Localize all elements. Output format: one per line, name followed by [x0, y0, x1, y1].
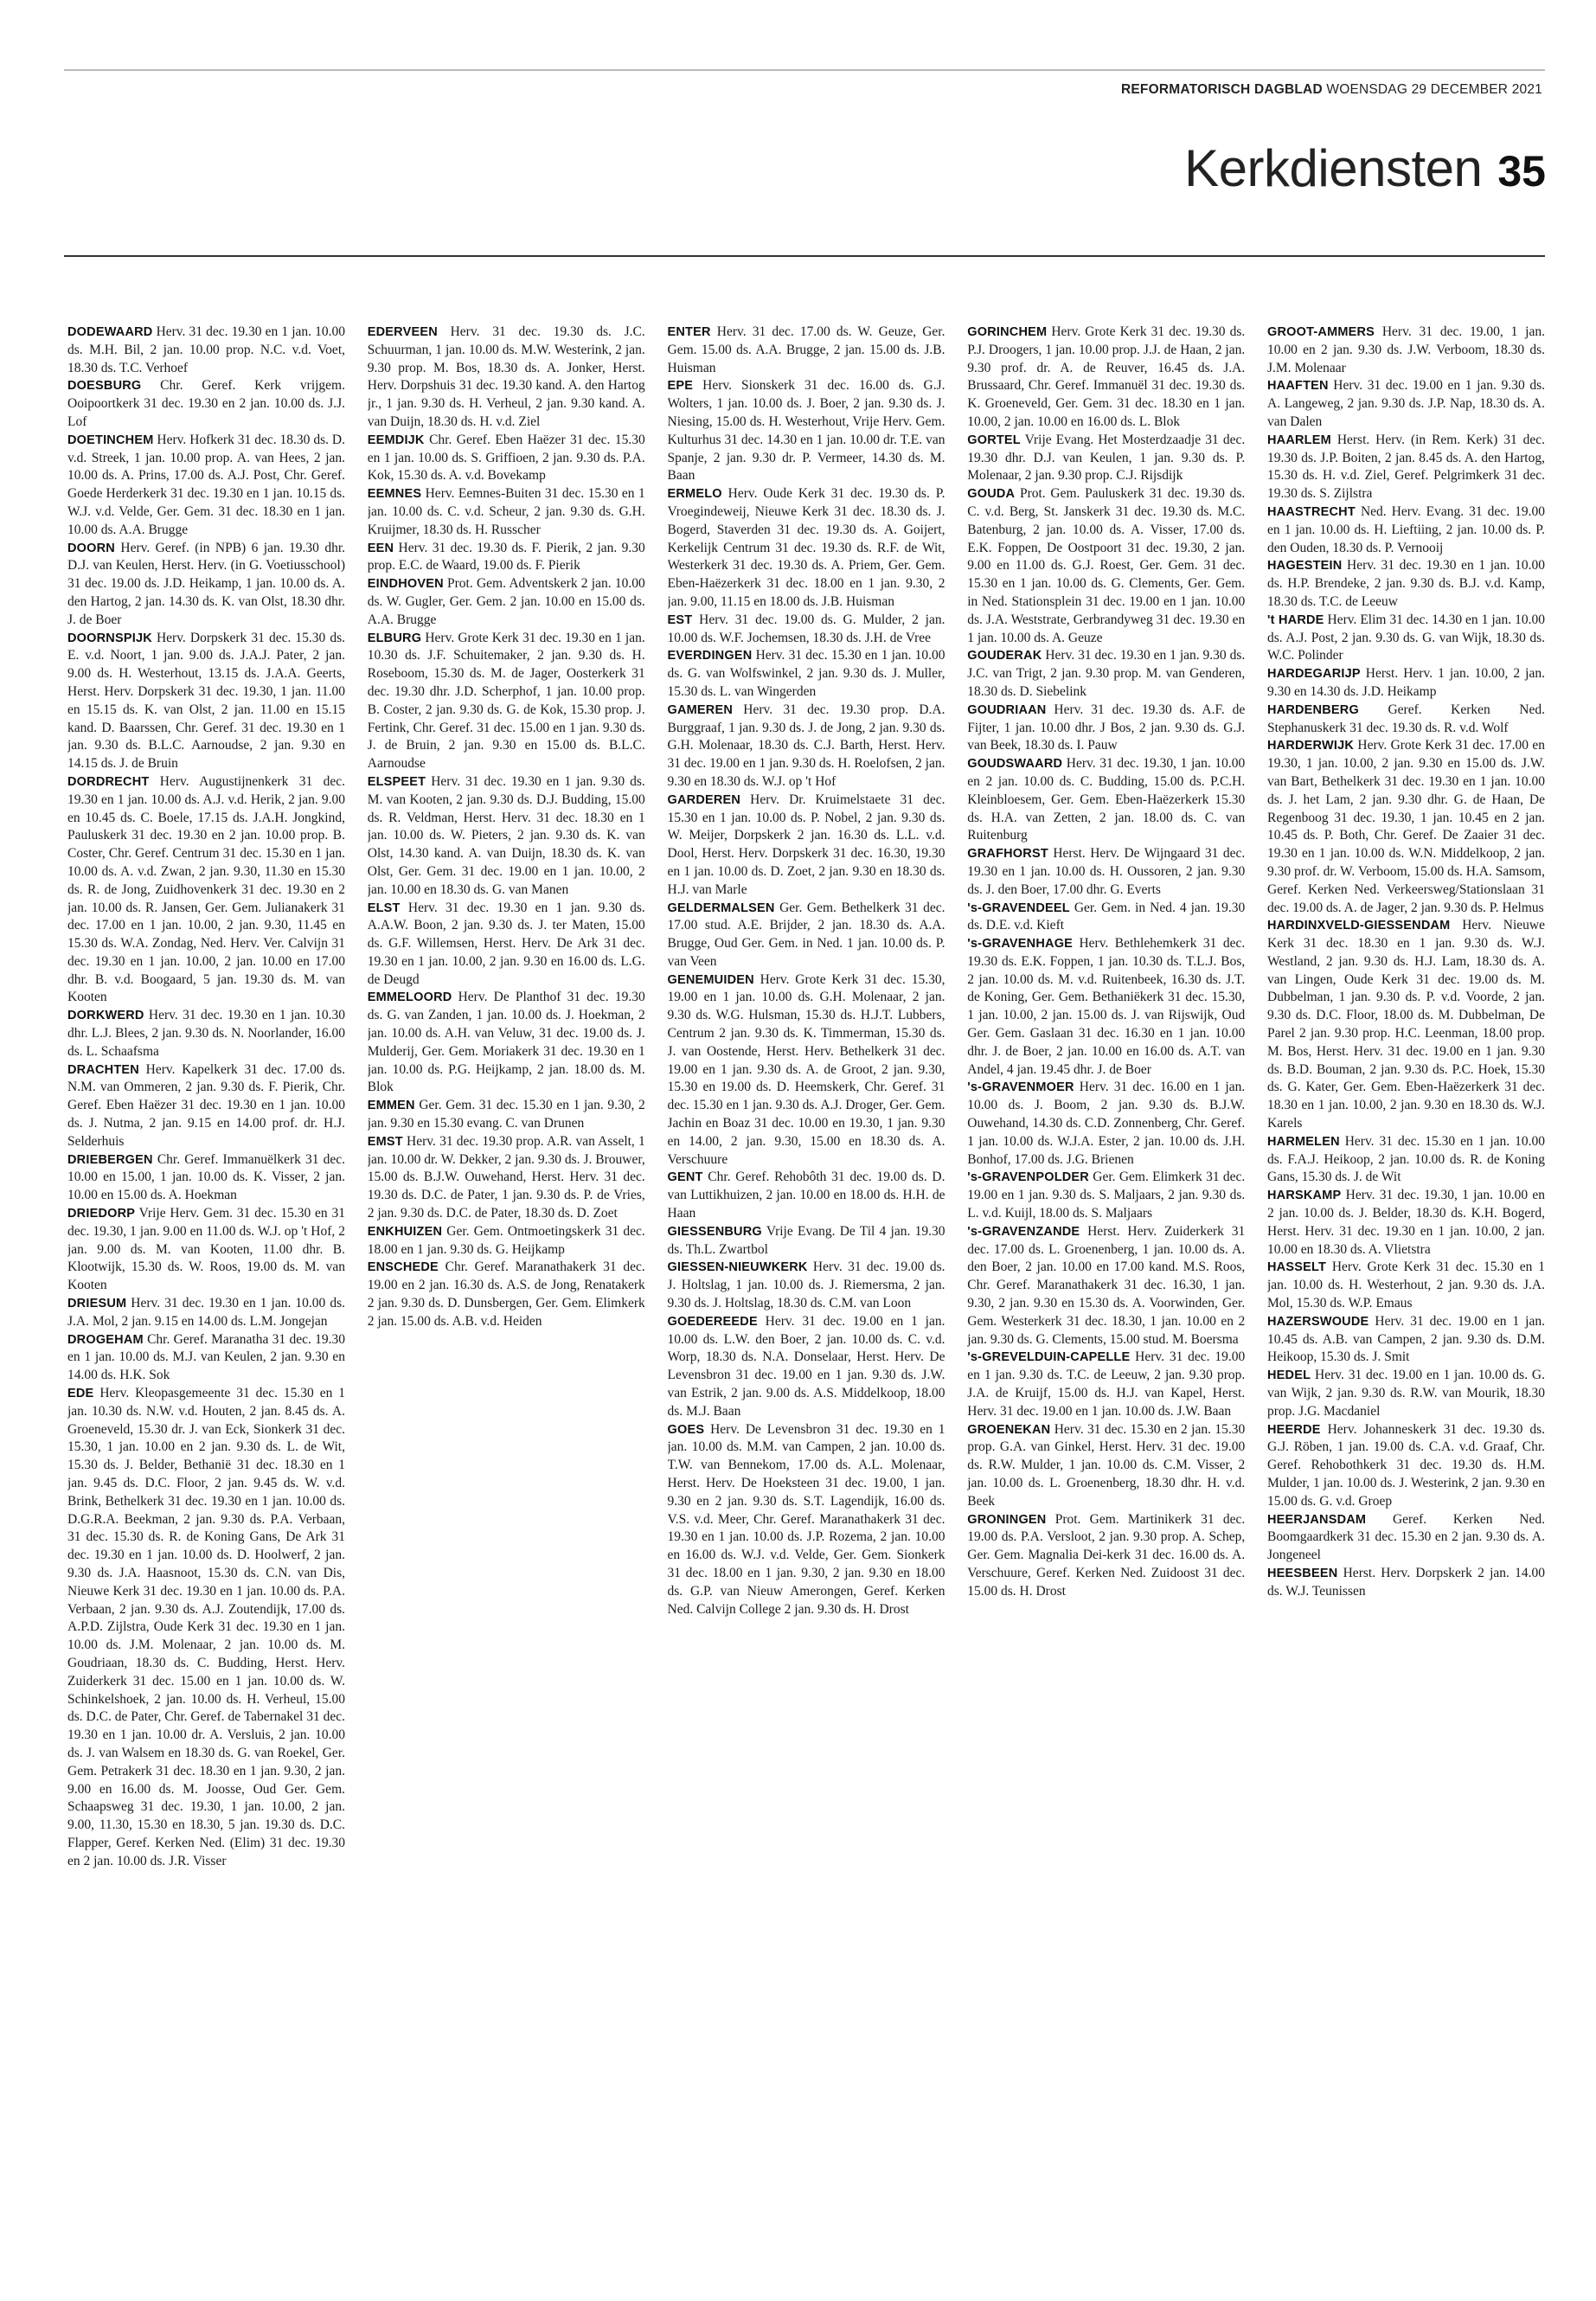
- service-entry: [67, 1295, 345, 1331]
- service-details: Ger. Gem. Elimkerk 31 dec. 19.00 en 1 jan. 9.30 ds. S. Maljaars, 2 jan. 9.30 ds. L. v.d. Kuijl, 18.00 ds. S. Maljaars: [967, 1170, 1246, 1221]
- place-name: ELSPEET: [367, 774, 426, 789]
- service-entry: [967, 324, 1245, 432]
- listing-columns: [67, 324, 1545, 2261]
- listing-column: [1267, 324, 1545, 2261]
- place-name: GORTEL: [967, 433, 1021, 447]
- place-name: EDE: [67, 1387, 94, 1401]
- service-entry: [368, 485, 645, 539]
- place-name: ERMELO: [667, 487, 722, 502]
- service-entry: [668, 1421, 945, 1619]
- place-name: HEESBEEN: [1267, 1566, 1338, 1580]
- service-entry: [967, 1349, 1245, 1420]
- service-details: Herv. Bethlehemkerk 31 dec. 19.30 ds. E.K. Foppen, 1 jan. 10.30 ds. T.L.J. Bos, 2 jan. 10.00 ds. M. v.d. Ruitenbeek, 16.30 ds. J.T. de Koning, Ger. Gem. Bethaniëkerk 31 dec. 15.30, 1 jan. 10.00, 2 jan. 15.00 ds. J. van Rijswijk, Oud Ger. Gem. Gaslaan 31 dec. 16.30 en 1 jan. 10.00 dhr. J. de Boer, 2 jan. 10.00 en 16.00 ds. A.T. van Andel, 4 jan. 19.45 dhr. J. de Boer: [967, 936, 1246, 1077]
- place-name: GELDERMALSEN: [667, 901, 775, 915]
- place-name: GOEDEREEDE: [667, 1314, 758, 1329]
- service-entry: [668, 485, 945, 612]
- place-name: 's-GRAVENHAGE: [967, 937, 1074, 952]
- service-details: Herv. 31 dec. 15.30 en 1 jan. 10.00 ds. F.A.J. Heikoop, 2 jan. 10.00 ds. R. de Koning Gans, 15.30 ds. J. de Wit: [1267, 1133, 1545, 1185]
- service-details: Prot. Gem. Adventskerk 2 jan. 10.00 ds. W. Gugler, Ger. Gem. 2 jan. 10.00 en 15.00 ds. A.A. Brugge: [367, 576, 645, 627]
- service-details: Herv. De Planthof 31 dec. 19.30 ds. G. van Zanden, 1 jan. 10.00 ds. J. Hoekman, 2 jan. 10.00 ds. A.H. van Veluw, 31 dec. 19.00 ds. J. Mulderij, Ger. Gem. Moriakerk 31 dec. 19.30 en 1 jan. 10.00 ds. P.G. Heijkamp, 2 jan. 18.00 ds. M. Blok: [367, 990, 645, 1095]
- service-details: Herv. 31 dec. 16.00 en 1 jan. 10.00 ds. J. Boom, 2 jan. 9.30 ds. B.J.W. Ouwehand, 14.30 ds. C.D. Zonnenberg, Chr. Geref. 1 jan. 10.00 ds. W.J.A. Ester, 2 jan. 10.00 ds. J.H. Bonhof, 17.00 ds. J.G. Brienen: [967, 1080, 1246, 1167]
- service-entry: [1267, 557, 1545, 611]
- service-entry: [368, 1097, 645, 1133]
- service-entry: [967, 935, 1245, 1079]
- service-entry: [67, 324, 345, 377]
- service-entry: [967, 1079, 1245, 1169]
- service-entry: [1267, 1511, 1545, 1565]
- service-details: Herv. 31 dec. 19.30 prop. D.A. Burggraaf, 1 jan. 9.30 ds. J. de Jong, 2 jan. 9.30 ds. G.H. Molenaar, 18.30 ds. C.J. Barth, Herst. Herv. 31 dec. 19.00 en 1 jan. 9.30 ds. H. Roelofsen, 2 jan. 9.30 en 18.30 ds. W.J. op 't Hof: [667, 702, 945, 789]
- place-name: HEDEL: [1267, 1368, 1311, 1383]
- service-details: Herst. Herv. De Wijngaard 31 dec. 19.30 en 1 jan. 10.00 ds. H. Oussoren, 2 jan. 9.30 ds. J. den Boer, 17.00 dhr. G. Everts: [967, 846, 1246, 897]
- service-entry: [368, 575, 645, 629]
- service-entry: [1267, 1367, 1545, 1420]
- service-entry: [1267, 1313, 1545, 1367]
- place-name: DOETINCHEM: [67, 433, 154, 447]
- service-details: Herst. Herv. 1 jan. 10.00, 2 jan. 9.30 en 14.30 ds. J.D. Heikamp: [1267, 666, 1545, 699]
- place-name: GOES: [667, 1422, 705, 1437]
- service-details: Herv. 31 dec. 19.00 en 1 jan. 10.45 ds. A.B. van Campen, 2 jan. 9.30 ds. D.M. Heikoop, 15.30 ds. J. Smit: [1267, 1313, 1545, 1365]
- place-name: 't HARDE: [1267, 612, 1324, 627]
- service-details: Herv. 31 dec. 19.00 en 1 jan. 9.30 ds. A. Langeweg, 2 jan. 9.30 ds. J.P. Nap, 18.30 ds. A. van Dalen: [1267, 378, 1545, 429]
- service-entry: [668, 324, 945, 377]
- service-details: Geref. Kerken Ned. Stephanuskerk 31 dec. 19.30 ds. R. v.d. Wolf: [1267, 702, 1545, 735]
- service-details: Herv. 31 dec. 19.30 en 1 jan. 9.30 ds. J.C. van Trigt, 2 jan. 9.30 prop. M. van Genderen, 18.30 ds. D. Siebelink: [967, 648, 1246, 699]
- service-details: Chr. Geref. Rehobôth 31 dec. 19.00 ds. D. van Luttikhuizen, 2 jan. 10.00 en 18.00 ds. H.H. de Haan: [667, 1170, 945, 1221]
- place-name: GROOT-AMMERS: [1267, 325, 1375, 339]
- place-name: GIESSEN-NIEUWKERK: [667, 1260, 808, 1275]
- service-details: Ger. Gem. in Ned. 4 jan. 19.30 ds. D.E. v.d. Kieft: [967, 900, 1246, 933]
- place-name: GOUDA: [967, 487, 1016, 502]
- service-entry: [1267, 1565, 1545, 1601]
- service-entry: [368, 324, 645, 432]
- service-entry: [67, 1007, 345, 1061]
- place-name: HARDINXVELD-GIESSENDAM: [1267, 919, 1451, 933]
- service-entry: [1267, 503, 1545, 557]
- service-details: Herv. Sionskerk 31 dec. 16.00 ds. G.J. Wolters, 1 jan. 10.00 ds. J. Boer, 2 jan. 9.30 ds. J. Niesing, 15.00 ds. H. Westerhout, Vrije Herv. Gem. Kulturhus 31 dec. 14.30 en 1 jan. 10.00 dr. T.E. van Spanje, 2 jan. 9.30 dr. P. Vermeer, 14.30 ds. M. Baan: [667, 378, 945, 484]
- service-entry: [1267, 612, 1545, 665]
- service-entry: [368, 900, 645, 990]
- place-name: HEERDE: [1267, 1422, 1321, 1437]
- place-name: ENKHUIZEN: [367, 1224, 443, 1239]
- service-entry: [668, 377, 945, 485]
- service-entry: [1267, 1259, 1545, 1312]
- paper-name: REFORMATORISCH DAGBLAD: [1120, 82, 1323, 97]
- place-name: HARMELEN: [1267, 1134, 1340, 1149]
- place-name: EST: [667, 612, 693, 627]
- listing-column: [668, 324, 945, 2261]
- service-details: Herv. 31 dec. 19.30 en 1 jan. 10.00 ds. M.H. Bil, 2 jan. 10.00 prop. N.C. v.d. Voet, 18.30 ds. T.C. Verhoef: [67, 324, 345, 375]
- service-details: Herv. Grote Kerk 31 dec. 19.30 ds. P.J. Droogers, 1 jan. 10.00 prop. J.J. de Haan, 2 jan. 9.30 prof. dr. A. de Reuver, 16.45 ds. J.A. Brussaard, Chr. Geref. Immanuël 31 dec. 19.30 ds. K. Groeneveld, Ger. Gem. 31 dec. 18.30 en 1 jan. 10.00, 2 jan. 10.00 en 16.00 ds. L. Blok: [967, 324, 1246, 429]
- service-details: Herv. 31 dec. 19.00 en 1 jan. 10.00 ds. L.W. den Boer, 2 jan. 10.00 ds. C. v.d. Worp, 18.30 ds. N.A. Donselaar, Herst. Herv. De Levensbron 31 dec. 19.00 en 1 jan. 9.30 ds. J.W. van Estrik, 2 jan. 9.00 ds. A.S. Middelkoop, 18.00 ds. M.J. Baan: [667, 1313, 945, 1419]
- listing-column: [967, 324, 1245, 2261]
- place-name: GENT: [667, 1170, 703, 1185]
- place-name: GRONINGEN: [967, 1512, 1047, 1527]
- place-name: DOORNSPIJK: [67, 631, 152, 645]
- place-name: DRIEDORP: [67, 1207, 136, 1221]
- heading-rule: [64, 255, 1545, 257]
- place-name: EMMEN: [367, 1099, 415, 1113]
- service-entry: [67, 432, 345, 540]
- place-name: GRAFHORST: [967, 847, 1048, 862]
- service-details: Herv. Grote Kerk 31 dec. 15.30 en 1 jan. 10.00 ds. H. Westerhout, 2 jan. 9.30 ds. J.A. Mol, 15.30 ds. W.P. Emaus: [1267, 1259, 1545, 1311]
- service-details: Vrije Evang. De Til 4 jan. 19.30 ds. Th.L. Zwartbol: [667, 1223, 945, 1257]
- place-name: HARDENBERG: [1267, 702, 1359, 717]
- service-details: Herv. 31 dec. 19.00 en 1 jan. 10.00 ds. G. van Wijk, 2 jan. 9.30 ds. R.W. van Mourik, 18.30 prop. J.G. Macdaniel: [1267, 1368, 1545, 1419]
- service-entry: [967, 432, 1245, 485]
- service-entry: [967, 647, 1245, 701]
- service-details: Herv. 31 dec. 19.30 en 1 jan. 10.00 ds. J.A. Mol, 2 jan. 9.15 en 14.00 ds. L.M. Jongejan: [67, 1296, 345, 1329]
- service-details: Herv. 31 dec. 19.00 ds. J. Holtslag, 1 jan. 10.00 ds. J. Riemersma, 2 jan. 9.30 ds. J. Holtslag, 18.30 ds. C.M. van Loon: [667, 1259, 945, 1311]
- service-entry: [368, 773, 645, 900]
- service-entry: [67, 1331, 345, 1385]
- service-entry: [967, 1421, 1245, 1511]
- service-entry: [1267, 1421, 1545, 1511]
- service-entry: [967, 1223, 1245, 1349]
- place-name: EMMELOORD: [367, 990, 452, 1005]
- service-details: Prot. Gem. Martinikerk 31 dec. 19.00 ds. P.A. Versloot, 2 jan. 9.30 prop. A. Schep, Ger. Gem. Magnalia Dei-kerk 31 dec. 16.00 ds. A. Verschuure, Geref. Kerken Ned. Zuidoost 31 dec. 15.00 ds. H. Drost: [967, 1511, 1246, 1599]
- service-details: Herv. 31 dec. 19.30 en 1 jan. 10.30 dhr. L.J. Blees, 2 jan. 9.30 ds. N. Noorlander, 16.00 ds. L. Schaafsma: [67, 1008, 345, 1059]
- page-number: 35: [1497, 147, 1546, 195]
- service-details: Herv. Nieuwe Kerk 31 dec. 18.30 en 1 jan. 9.30 ds. W.J. Westland, 2 jan. 9.30 ds. H.J. Lam, 18.30 ds. A. van Lingen, Oude Kerk 31 dec. 19.00 ds. M. Dubbelman, 1 jan. 9.30 ds. P. v.d. Voorde, 2 jan. 9.30 ds. D.C. Floor, 18.00 ds. M. Dubbelman, De Parel 2 jan. 9.30 prop. H.C. Leenman, 18.00 prop. M. Bos, Herst. Herv. 31 dec. 19.00 en 1 jan. 9.30 ds. B.D. Bouman, 2 jan. 9.30 ds. P.C. Hoek, 15.30 ds. G. Kater, Ger. Gem. Eben-Haëzerkerk 31 dec. 18.30 en 1 jan. 10.00, 2 jan. 9.30 en 18.30 ds. W.J. Karels: [1267, 918, 1545, 1131]
- service-details: Herv. 31 dec. 19.30, 1 jan. 10.00 en 2 jan. 10.00 ds. C. Budding, 15.00 ds. P.C.H. Kleinbloesem, Ger. Gem. Eben-Haëzerkerk 15.30 ds. H.A. van Zetten, 2 jan. 18.00 ds. C. van Ruitenburg: [967, 756, 1246, 843]
- service-entry: [368, 432, 645, 485]
- service-details: Chr. Geref. Maranatha 31 dec. 19.30 en 1 jan. 10.00 ds. M.J. van Keulen, 2 jan. 9.30 en 14.00 ds. H.K. Sok: [67, 1331, 345, 1383]
- service-details: Herv. 31 dec. 19.00 ds. G. Mulder, 2 jan. 10.00 ds. W.F. Jochemsen, 18.30 ds. J.H. de Vree: [667, 612, 945, 645]
- service-details: Herv. Kapelkerk 31 dec. 17.00 ds. N.M. van Ommeren, 2 jan. 9.30 ds. F. Pierik, Chr. Geref. Eben Haëzer 31 dec. 19.30 en 1 jan. 10.00 ds. J. Nutma, 2 jan. 9.15 en 14.00 prof. dr. H.J. Selderhuis: [67, 1061, 345, 1149]
- place-name: GOUDERAK: [967, 649, 1042, 663]
- service-details: Vrije Herv. Gem. 31 dec. 15.30 en 31 dec. 19.30, 1 jan. 9.00 en 11.00 ds. W.J. op 't Hof, 2 jan. 9.00 ds. M. van Kooten, 11.00 dhr. B. Klootwijk, 15.30 ds. W. Roos, 19.00 ds. M. van Kooten: [67, 1206, 345, 1293]
- place-name: ENSCHEDE: [367, 1260, 439, 1275]
- service-entry: [668, 1259, 945, 1312]
- service-details: Herv. Oude Kerk 31 dec. 19.30 ds. P. Vroegindeweij, Nieuwe Kerk 31 dec. 18.30 ds. J. Bogerd, Staverden 31 dec. 19.30 ds. A. Goijert, Kerkelijk Centrum 31 dec. 19.30 ds. R.F. de Wit, Westerkerk 31 dec. 19.30 ds. A. Priem, Ger. Gem. Eben-Haëzerkerk 31 dec. 18.00 en 1 jan. 9.30, 2 jan. 9.00, 11.15 en 18.00 ds. J.B. Huisman: [667, 486, 945, 609]
- service-entry: [967, 1511, 1245, 1601]
- service-details: Herv. Elim 31 dec. 14.30 en 1 jan. 10.00 ds. A.J. Post, 2 jan. 9.30 ds. G. van Wijk, 18.30 ds. W.C. Polinder: [1267, 612, 1545, 663]
- service-details: Herv. Hofkerk 31 dec. 18.30 ds. D. v.d. Streek, 1 jan. 10.00 prop. A. van Hees, 2 jan. 10.00 ds. A. Prins, 17.00 ds. A.J. Post, Chr. Geref. Goede Herderkerk 31 dec. 19.30 en 1 jan. 10.15 ds. W.J. v.d. Velde, Ger. Gem. 31 dec. 18.30 en 1 jan. 10.00 ds. A.A. Brugge: [67, 432, 345, 537]
- service-entry: [368, 540, 645, 576]
- service-details: Herv. 31 dec. 19.30 en 1 jan. 9.30 ds. A.A.W. Boon, 2 jan. 9.30 ds. J. ter Maten, 15.00 ds. G.F. Willemsen, Herst. Herv. De Ark 31 dec. 19.30 en 1 jan. 10.00, 2 jan. 9.30 en 16.00 ds. L.G. de Deugd: [367, 900, 645, 987]
- service-details: Herst. Herv. Zuiderkerk 31 dec. 17.00 ds. L. Groenenberg, 1 jan. 10.00 ds. A. den Boer, 2 jan. 10.00 en 17.00 kand. M.S. Roos, Chr. Geref. Maranathakerk 31 dec. 16.30, 1 jan. 9.30, 2 jan. 9.30 en 15.30 ds. A. Voorwinden, Ger. Gem. Westerkerk 31 dec. 18.30, 1 jan. 10.00 en 2 jan. 9.30 ds. G. Clements, 15.00 stud. M. Boersma: [967, 1223, 1246, 1347]
- place-name: EVERDINGEN: [667, 649, 753, 663]
- service-entry: [1267, 432, 1545, 503]
- service-details: Ger. Gem. Bethelkerk 31 dec. 17.00 stud. A.E. Brijder, 2 jan. 18.30 ds. A.A. Brugge, Oud Ger. Gem. in Ned. 1 jan. 10.00 ds. P. van Veen: [667, 900, 945, 969]
- place-name: EMST: [367, 1134, 403, 1149]
- service-entry: [1267, 665, 1545, 702]
- service-entry: [368, 1133, 645, 1223]
- place-name: HASSELT: [1267, 1260, 1326, 1275]
- issue-date: WOENSDAG 29 DECEMBER 2021: [1326, 82, 1542, 97]
- service-details: Ned. Herv. Evang. 31 dec. 19.00 en 1 jan. 10.00 ds. H. Lieftiing, 2 jan. 10.00 ds. P. den Ouden, 18.30 ds. P. Vernooij: [1267, 503, 1545, 555]
- place-name: EEMDIJK: [367, 433, 425, 447]
- service-entry: [668, 612, 945, 648]
- service-details: Herv. 31 dec. 19.30 ds. A.F. de Fijter, 1 jan. 10.00 dhr. J Bos, 2 jan. 9.30 ds. G.J. van Beek, 18.30 ds. I. Pauw: [967, 702, 1246, 753]
- service-details: Herv. Eemnes-Buiten 31 dec. 15.30 en 1 jan. 10.00 ds. C. v.d. Scheur, 2 jan. 9.30 ds. G.H. Kruijmer, 18.30 ds. H. Russcher: [367, 486, 645, 537]
- service-details: Herv. 31 dec. 19.30 ds. F. Pierik, 2 jan. 9.30 prop. E.C. de Waard, 19.00 ds. F. Pierik: [367, 540, 645, 574]
- service-details: Herst. Herv. (in Rem. Kerk) 31 dec. 19.30 ds. J.P. Boiten, 2 jan. 8.45 ds. A. den Hartog, 15.30 ds. H. v.d. Ziel, Geref. Pelgrimkerk 31 dec. 19.30 ds. S. Zijlstra: [1267, 432, 1545, 502]
- place-name: GOUDSWAARD: [967, 757, 1063, 772]
- service-entry: [668, 1223, 945, 1259]
- service-entry: [67, 1385, 345, 1871]
- place-name: DORDRECHT: [67, 774, 150, 789]
- place-name: EDERVEEN: [367, 325, 438, 339]
- service-details: Chr. Geref. Maranathakerk 31 dec. 19.00 en 2 jan. 16.30 ds. A.S. de Jong, Renatakerk 2 jan. 9.30 ds. D. Dunsbergen, Ger. Gem. Elimkerk 2 jan. 15.00 ds. A.B. v.d. Heiden: [367, 1259, 645, 1329]
- service-entry: [967, 702, 1245, 755]
- service-details: Herv. 31 dec. 17.00 ds. W. Geuze, Ger. Gem. 15.00 ds. A.A. Brugge, 2 jan. 15.00 ds. J.B. Huisman: [667, 324, 945, 375]
- service-details: Herv. 31 dec. 19.30 prop. A.R. van Asselt, 1 jan. 10.00 dr. W. Dekker, 2 jan. 9.30 ds. J. Brouwer, 15.00 ds. B.J.W. Ouwehand, Herst. Herv. 31 dec. 19.30 ds. D.C. de Pater, 1 jan. 9.30 ds. P. de Vries, 2 jan. 9.30 ds. D.C. de Pater, 18.30 ds. D. Zoet: [367, 1133, 645, 1221]
- place-name: HEERJANSDAM: [1267, 1512, 1367, 1527]
- service-details: Herv. Dr. Kruimelstaete 31 dec. 15.30 en 1 jan. 10.00 ds. P. Nobel, 2 jan. 9.30 ds. W. Meijer, Dorpskerk 2 jan. 16.30 ds. L.L. v.d. Dool, Herst. Herv. Dorpskerk 31 dec. 16.30, 19.30 en 1 jan. 10.00 ds. D. Zoet, 2 jan. 9.30 en 18.30 ds. H.J. van Marle: [667, 792, 945, 897]
- service-details: Herv. Grote Kerk 31 dec. 19.30 en 1 jan. 10.30 ds. J.F. Schuitemaker, 2 jan. 9.30 ds. H. Roseboom, 15.30 ds. M. de Jager, Oosterkerk 31 dec. 19.30 dhr. J.D. Scherphof, 1 jan. 10.00 prop. B. Coster, 2 jan. 9.30 ds. G. de Kok, 15.30 prop. J. Fertink, Chr. Geref. 31 dec. 15.00 en 1 jan. 9.30 ds. J. de Bruin, 2 jan. 9.30 en 15.00 ds. B.L.C. Aarnoudse: [367, 630, 645, 772]
- service-details: Vrije Evang. Het Mosterdzaadje 31 dec. 19.30 dhr. D.J. van Keulen, 1 jan. 9.30 ds. P. Molenaar, 2 jan. 9.30 prop. C.J. Rijsdijk: [967, 432, 1246, 484]
- service-entry: [668, 1169, 945, 1222]
- dateline: [1121, 82, 1542, 98]
- listing-column: [67, 324, 345, 2261]
- listing-column: [368, 324, 645, 2261]
- service-entry: [67, 1151, 345, 1205]
- service-entry: [668, 1313, 945, 1421]
- service-entry: [368, 989, 645, 1097]
- place-name: HARDEGARIJP: [1267, 667, 1361, 682]
- service-entry: [368, 1223, 645, 1259]
- service-entry: [368, 630, 645, 773]
- place-name: DOORN: [67, 541, 115, 555]
- place-name: HAAFTEN: [1267, 379, 1329, 394]
- service-details: Herv. 31 dec. 19.30, 1 jan. 10.00 en 2 jan. 10.00 ds. J. Belder, 18.30 ds. K.H. Bogerd, Herst. Herv. 31 dec. 19.30 en 1 jan. 10.00, 2 jan. 10.00 en 18.30 ds. A. Vlietstra: [1267, 1188, 1545, 1257]
- place-name: DOESBURG: [67, 379, 142, 394]
- service-details: Herv. 31 dec. 15.30 en 2 jan. 15.30 prop. G.A. van Ginkel, Herst. Herv. 31 dec. 19.00 ds. R.W. Mulder, 1 jan. 10.00 ds. C.M. Visser, 2 jan. 10.00 ds. L. Groenenberg, 18.30 dhr. H. v.d. Beek: [967, 1421, 1246, 1509]
- service-details: Herv. Johanneskerk 31 dec. 19.30 ds. G.J. Röben, 1 jan. 19.00 ds. C.A. v.d. Graaf, Chr. Geref. Rehobothkerk 31 dec. 19.30 ds. H.M. Mulder, 1 jan. 10.00 ds. J. Westerink, 2 jan. 9.30 en 15.00 ds. G. v.d. Groep: [1267, 1421, 1545, 1509]
- service-entry: [1267, 377, 1545, 431]
- service-entry: [668, 792, 945, 900]
- place-name: EINDHOVEN: [367, 577, 444, 592]
- service-details: Chr. Geref. Kerk vrijgem. Ooipoortkerk 31 dec. 19.30 en 2 jan. 10.00 ds. J.J. Lof: [67, 378, 345, 429]
- place-name: GENEMUIDEN: [667, 972, 754, 987]
- place-name: 's-GRAVENZANDE: [967, 1224, 1080, 1239]
- place-name: DRIEBERGEN: [67, 1152, 153, 1167]
- place-name: DRIESUM: [67, 1297, 127, 1311]
- service-entry: [967, 485, 1245, 647]
- place-name: DORKWERD: [67, 1009, 144, 1023]
- service-entry: [967, 845, 1245, 899]
- place-name: 's-GRAVENDEEL: [967, 901, 1070, 915]
- service-details: Herv. Kleopasgemeente 31 dec. 15.30 en 1 jan. 10.30 ds. N.W. v.d. Houten, 2 jan. 8.45 ds. A. Groeneveld, 15.30 dr. J. van Eck, Sionkerk 31 dec. 15.30, 1 jan. 10.00 en 2 jan. 9.30 ds. L. de Wit, 15.30 ds. J. Belder, Bethanië 31 dec. 18.30 en 1 jan. 9.45 ds. D.C. Floor, 2 jan. 9.45 ds. W. v.d. Brink, Bethelkerk 31 dec. 19.30 en 1 jan. 10.00 ds. D.G.R.A. Beekman, 2 jan. 9.30 ds. P.A. Verbaan, 31 dec. 15.30 ds. R. de Koning Gans, De Ark 31 dec. 19.30 en 1 jan. 10.00 ds. D. Hoolwerf, 2 jan. 9.30 ds. J.A. Haasnoot, 15.30 ds. C.N. van Dis, Nieuwe Kerk 31 dec. 19.30 en 1 jan. 10.00 ds. P.A. Verbaan, 2 jan. 9.30 ds. A.J. Zoutendijk, 17.00 ds. A.P.D. Zijlstra, Oude Kerk 31 dec. 19.30 en 1 jan. 10.00 ds. J.M. Molenaar, 2 jan. 10.00 ds. M. Goudriaan, 18.30 ds. C. Budding, Herst. Herv. Zuiderkerk 31 dec. 15.00 en 1 jan. 10.00 ds. W. Schinkelshoek, 2 jan. 10.00 ds. H. Verheul, 15.00 ds. D.C. de Pater, Chr. Geref. de Tabernakel 31 dec. 19.30 en 1 jan. 10.00 dr. A. Versluis, 2 jan. 10.00 ds. J. van Walsem en 18.30 ds. G. van Roekel, Ger. Gem. Petrakerk 31 dec. 18.30 en 1 jan. 9.30, 2 jan. 9.00 en 16.00 ds. M. Joosse, Oud Ger. Gem. Schaapsweg 31 dec. 19.30, 1 jan. 10.00, 2 jan. 9.00, 11.30, 15.30 en 18.30, 5 jan. 19.30 ds. D.C. Flapper, Geref. Kerken Ned. (Elim) 31 dec. 19.30 en 2 jan. 10.00 ds. J.R. Visser: [67, 1386, 345, 1868]
- place-name: GOUDRIAAN: [967, 702, 1047, 717]
- service-entry: [67, 1205, 345, 1295]
- service-entry: [67, 540, 345, 630]
- service-entry: [668, 900, 945, 971]
- service-details: Herv. 31 dec. 19.00 en 1 jan. 9.30 ds. T.C. de Leeuw, 2 jan. 9.30 prop. J.A. de Kruijf, 15.00 ds. H.J. van Kapel, Herst. Herv. 31 dec. 19.00 en 1 jan. 10.00 ds. J.W. Baan: [967, 1349, 1246, 1419]
- service-entry: [967, 1169, 1245, 1222]
- service-details: Herv. Geref. (in NPB) 6 jan. 19.30 dhr. D.J. van Keulen, Herst. Herv. (in G. Voetiusschool) 31 dec. 19.00 ds. J.D. Heikamp, 1 jan. 10.00 ds. A. den Hartog, 2 jan. 14.30 ds. K. van Olst, 18.30 dhr. J. de Boer: [67, 540, 345, 627]
- place-name: 's-GRAVENMOER: [967, 1080, 1074, 1095]
- place-name: GROENEKAN: [967, 1422, 1051, 1437]
- place-name: ELST: [367, 901, 401, 915]
- place-name: ENTER: [667, 325, 711, 339]
- service-details: Herv. Grote Kerk 31 dec. 17.00 en 19.30, 1 jan. 10.00, 2 jan. 9.30 en 15.00 ds. J.W. van Bart, Bethelkerk 31 dec. 19.30 en 1 jan. 10.00 ds. J. het Lam, 2 jan. 9.30 dhr. G. de Haan, De Regenboog 31 dec. 19.30, 1 jan. 10.45 en 2 jan. 10.45 ds. P. Both, Chr. Geref. De Zaaier 31 dec. 19.30 en 1 jan. 10.00 ds. W.N. Middelkoop, 2 jan. 9.30 prof. dr. W. Verboom, 15.00 ds. H.A. Samsom, Geref. Kerken Ned. Verkeersweg/Stationslaan 31 dec. 19.00 ds. A. de Jager, 2 jan. 9.30 ds. P. Helmus: [1267, 738, 1545, 915]
- place-name: HAARLEM: [1267, 433, 1331, 447]
- service-details: Herv. Augustijnenkerk 31 dec. 19.30 en 1 jan. 10.00 ds. A.J. v.d. Herik, 2 jan. 9.00 en 10.45 ds. C. Boele, 17.15 ds. J.A.H. Jongkind, Pauluskerk 31 dec. 19.30 en 2 jan. 10.00 prop. B. Coster, Chr. Geref. Centrum 31 dec. 15.30 en 1 jan. 10.00 ds. A. v.d. Zwan, 2 jan. 9.30, 11.30 en 15.30 ds. R. de Jong, Zuidhovenkerk 31 dec. 19.30 en 2 jan. 10.00 ds. R. Jansen, Ger. Gem. Julianakerk 31 dec. 17.00 en 1 jan. 10.00, 2 jan. 9.30, 11.45 en 15.30 ds. W.A. Zondag, Ned. Herv. Ver. Calvijn 31 dec. 19.30 en 1 jan. 10.00, 2 jan. 10.00 en 17.00 dhr. B. v.d. Boogaard, 5 jan. 19.30 ds. M. van Kooten: [67, 773, 345, 1005]
- service-details: Herv. De Levensbron 31 dec. 19.30 en 1 jan. 10.00 ds. M.M. van Campen, 2 jan. 10.00 ds. T.W. van Bennekom, 17.00 ds. A.L. Molenaar, Herst. Herv. De Hoeksteen 31 dec. 19.00, 1 jan. 9.30 en 2 jan. 9.30 ds. S.T. Lagendijk, 16.00 ds. V.S. v.d. Meer, Chr. Geref. Maranathakerk 31 dec. 19.30 en 1 jan. 10.00 ds. J.P. Rozema, 2 jan. 10.00 en 16.00 ds. W.J. v.d. Velde, Ger. Gem. Sionkerk 31 dec. 18.00 en 1 jan. 9.30, 2 jan. 9.30 en 18.00 ds. G.P. van Nieuw Amerongen, Geref. Kerken Ned. Calvijn College 2 jan. 9.30 ds. H. Drost: [667, 1421, 945, 1617]
- service-details: Herv. 31 dec. 15.30 en 1 jan. 10.00 ds. G. van Wolfswinkel, 2 jan. 9.30 ds. J. Muller, 15.30 ds. L. van Wingerden: [667, 648, 945, 699]
- service-entry: [668, 971, 945, 1170]
- service-entry: [368, 1259, 645, 1330]
- service-entry: [1267, 737, 1545, 917]
- place-name: HAGESTEIN: [1267, 559, 1343, 574]
- place-name: 's-GREVELDUIN-CAPELLE: [967, 1350, 1131, 1365]
- place-name: HARSKAMP: [1267, 1189, 1342, 1203]
- place-name: GARDEREN: [667, 792, 741, 807]
- place-name: EPE: [667, 379, 694, 394]
- service-details: Herv. Grote Kerk 31 dec. 15.30, 19.00 en 1 jan. 10.00 ds. G.H. Molenaar, 2 jan. 9.30 ds. W.G. Hulsman, 15.30 ds. H.J.T. Lubbers, Centrum 2 jan. 9.30 ds. K. Timmerman, 15.30 ds. J. van Oostende, Herst. Herv. Bethelkerk 31 dec. 19.00 en 1 jan. 9.30 ds. A. de Groot, 2 jan. 9.30, 15.30 en 19.00 ds. D. Heemskerk, Chr. Geref. 31 dec. 15.30 en 1 jan. 9.30 ds. A.J. Droger, Ger. Gem. Jachin en Boaz 31 dec. 10.00 en 19.30, 1 jan. 9.30 en 14.00, 2 jan. 9.30, 15.00 en 18.30 ds. A. Verschuure: [667, 971, 945, 1167]
- service-details: Ger. Gem. 31 dec. 15.30 en 1 jan. 9.30, 2 jan. 9.30 en 15.30 evang. C. van Drunen: [367, 1098, 645, 1131]
- place-name: GORINCHEM: [967, 325, 1048, 339]
- service-entry: [1267, 1187, 1545, 1259]
- place-name: 's-GRAVENPOLDER: [967, 1170, 1089, 1185]
- section-heading: [1184, 139, 1546, 197]
- service-details: Herst. Herv. Dorpskerk 2 jan. 14.00 ds. W.J. Teunissen: [1267, 1565, 1545, 1599]
- service-entry: [67, 630, 345, 773]
- service-details: Herv. Dorpskerk 31 dec. 15.30 ds. E. v.d. Noort, 1 jan. 9.00 ds. J.A.J. Pater, 2 jan. 9.00 ds. H. Westerhout, 13.15 ds. J.A.A. Geerts, Herst. Herv. Dorpskerk 31 dec. 19.30, 1 jan. 11.00 en 15.15 ds. K. van Olst, 2 jan. 11.00 en 15.15 kand. D. Baarssen, Chr. Geref. 31 dec. 19.30 en 1 jan. 9.30 ds. B.L.C. Aarnoudse, 2 jan. 9.30 en 14.15 ds. J. de Bruin: [67, 630, 345, 772]
- service-entry: [1267, 1133, 1545, 1187]
- place-name: GAMEREN: [667, 702, 734, 717]
- service-details: Prot. Gem. Pauluskerk 31 dec. 19.30 ds. C. v.d. Berg, St. Janskerk 31 dec. 19.30 ds. M.C. Batenburg, 2 jan. 10.00 ds. A. Visser, 17.00 ds. E.K. Foppen, De Oostpoort 31 dec. 19.30, 2 jan. 9.00 en 11.00 ds. G.J. Roest, Ger. Gem. 31 dec. 15.30 en 1 jan. 10.00 ds. G. Clements, Ger. Gem. in Ned. Stationsplein 31 dec. 19.00 en 1 jan. 10.00 ds. J.A. Weststrate, Gerbrandyweg 31 dec. 19.30 en 1 jan. 10.00 ds. A. Geuze: [967, 486, 1246, 645]
- service-details: Chr. Geref. Immanuëlkerk 31 dec. 10.00 en 15.00, 1 jan. 10.00 ds. K. Visser, 2 jan. 10.00 en 15.00 ds. A. Hoekman: [67, 1151, 345, 1203]
- service-details: Chr. Geref. Eben Haëzer 31 dec. 15.30 en 1 jan. 10.00 ds. S. Griffioen, 2 jan. 9.30 ds. P.A. Kok, 15.30 ds. A. v.d. Bovekamp: [367, 432, 645, 484]
- service-entry: [1267, 702, 1545, 738]
- service-entry: [67, 773, 345, 1007]
- service-entry: [967, 900, 1245, 936]
- service-entry: [668, 647, 945, 701]
- service-entry: [1267, 917, 1545, 1133]
- place-name: DODEWAARD: [67, 325, 153, 339]
- service-details: Geref. Kerken Ned. Boomgaardkerk 31 dec. 15.30 en 2 jan. 9.30 ds. A. Jongeneel: [1267, 1511, 1545, 1563]
- place-name: DRACHTEN: [67, 1062, 139, 1077]
- service-entry: [67, 377, 345, 431]
- place-name: HAASTRECHT: [1267, 504, 1356, 519]
- service-details: Herv. 31 dec. 19.30 en 1 jan. 9.30 ds. M. van Kooten, 2 jan. 9.30 ds. D.J. Budding, 15.00 ds. R. Veldman, Herst. Herv. 31 dec. 18.30 en 1 jan. 10.00 ds. W. Pieters, 2 jan. 9.30 ds. K. van Olst, 14.30 kand. A. van Duijn, 18.30 ds. K. van Olst, Ger. Gem. 31 dec. 19.00 en 1 jan. 10.00, 2 jan. 10.00 en 18.30 ds. G. van Manen: [367, 773, 645, 897]
- place-name: HARDERWIJK: [1267, 739, 1355, 753]
- place-name: HAZERSWOUDE: [1267, 1314, 1369, 1329]
- service-entry: [1267, 324, 1545, 377]
- service-entry: [67, 1061, 345, 1151]
- place-name: EEN: [367, 541, 394, 555]
- service-details: Herv. 31 dec. 19.00, 1 jan. 10.00 en 2 jan. 9.30 ds. J.W. Verboom, 18.30 ds. J.M. Molenaar: [1267, 324, 1545, 375]
- place-name: ELBURG: [367, 631, 422, 645]
- service-entry: [668, 702, 945, 792]
- section-title: Kerkdiensten: [1184, 139, 1483, 197]
- service-details: Herv. 31 dec. 19.30 en 1 jan. 10.00 ds. H.P. Brendeke, 2 jan. 9.30 ds. B.J. v.d. Kamp, 18.30 ds. T.C. de Leeuw: [1267, 558, 1545, 609]
- place-name: EEMNES: [367, 487, 422, 502]
- place-name: GIESSENBURG: [667, 1224, 762, 1239]
- top-rule: [64, 69, 1545, 71]
- service-details: Herv. 31 dec. 19.30 ds. J.C. Schuurman, 1 jan. 10.00 ds. M.W. Westerink, 2 jan. 9.30 prop. M. Bos, 18.30 ds. A. Jonker, Herst. Herv. Dorpshuis 31 dec. 19.30 kand. A. den Hartog jr., 1 jan. 9.30 ds. H. Verheul, 2 jan. 9.30 kand. A. van Duijn, 18.30 ds. H. v.d. Ziel: [367, 324, 645, 429]
- service-entry: [967, 755, 1245, 845]
- place-name: DROGEHAM: [67, 1332, 144, 1347]
- service-details: Ger. Gem. Ontmoetingskerk 31 dec. 18.00 en 1 jan. 9.30 ds. G. Heijkamp: [367, 1223, 645, 1257]
